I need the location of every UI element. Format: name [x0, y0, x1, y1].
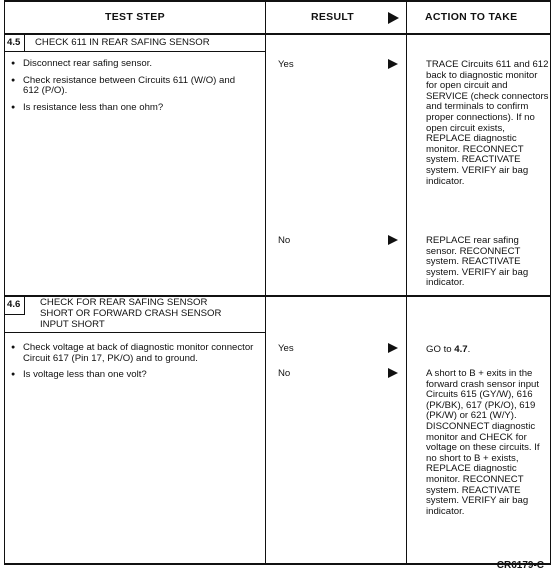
figure-code: CR6179-C — [496, 560, 544, 572]
column-divider-1 — [265, 0, 266, 564]
table-top-border — [4, 0, 551, 2]
arrow-icon — [388, 235, 398, 245]
step-4-5-action-no: REPLACE rear safing sensor. RECONNECT system. REACTIVATE system. VERIFY air bag indicator. — [426, 235, 529, 289]
table-left-border — [4, 0, 5, 564]
step-4-5-title-underline — [4, 51, 266, 52]
header-result: RESULT — [311, 11, 355, 23]
goto-step-ref: 4.7 — [454, 344, 468, 355]
arrow-icon — [388, 59, 398, 69]
step-4-6-title-underline — [4, 332, 266, 333]
header-test-step: TEST STEP — [105, 11, 165, 23]
step-4-6-number: 4.6 — [5, 297, 25, 315]
step-4-5-result-no: No — [278, 235, 291, 246]
goto-suffix: . — [467, 344, 471, 355]
step-4-6-result-no: No — [278, 368, 291, 379]
table-bottom-border — [4, 563, 551, 565]
list-item: ● Is voltage less than one volt? — [11, 370, 256, 381]
list-item: ● Is resistance less than one ohm? — [11, 103, 251, 114]
header-arrow-icon — [388, 12, 399, 24]
arrow-icon — [388, 368, 398, 378]
list-item: ● Check resistance between Circuits 611 (W/O) and 612 (P/O). — [11, 76, 251, 97]
step-4-5-result-yes: Yes — [278, 59, 294, 70]
header-bottom-border — [4, 33, 551, 35]
header-action-to-take: ACTION TO TAKE — [425, 11, 518, 23]
arrow-icon — [388, 343, 398, 353]
goto-prefix: GO to — [426, 344, 455, 355]
step-4-6-title: CHECK FOR REAR SAFING SENSOR SHORT OR FORWARD CRASH SENSOR INPUT SHORT — [40, 297, 222, 330]
step-4-5-title: CHECK 611 IN REAR SAFING SENSOR — [35, 37, 210, 48]
step-4-6-action-no: A short to B + exits in the forward crash sensor input Circuits 615 (GY/W), 616 (PK/BK), 617 (PK/O), 619 (PK/W) or 621 (W/Y). DISCONNECT diagnostic monitor and CHECK for voltage on these circuits. If no short to B + exists, REPLACE diagnostic monitor. RECONNECT system. REACTIVATE system. VERIFY air bag indicator. — [426, 368, 540, 517]
step-4-6-instructions — [11, 343, 256, 387]
step-4-5-action-yes: TRACE Circuits 611 and 612 back to diagnostic monitor for open circuit and SERVICE (check connectors and terminals to confirm proper connections). If no open circuit exists, REPLACE diagnostic monitor. RECONNECT system. REACTIVATE system. VERIFY air bag indicator. — [426, 59, 549, 187]
column-divider-2 — [406, 0, 407, 564]
list-item: ● Disconnect rear safing sensor. — [11, 59, 251, 70]
list-item: ● Check voltage at back of diagnostic monitor connector Circuit 617 (Pin 17, PK/O) and to ground. — [11, 343, 256, 364]
step-4-5-number: 4.5 — [5, 35, 25, 52]
step-4-5-instructions — [11, 59, 251, 119]
table-right-border — [550, 0, 551, 564]
step-4-6-result-yes: Yes — [278, 343, 294, 354]
step-4-6-action-yes — [426, 345, 551, 356]
